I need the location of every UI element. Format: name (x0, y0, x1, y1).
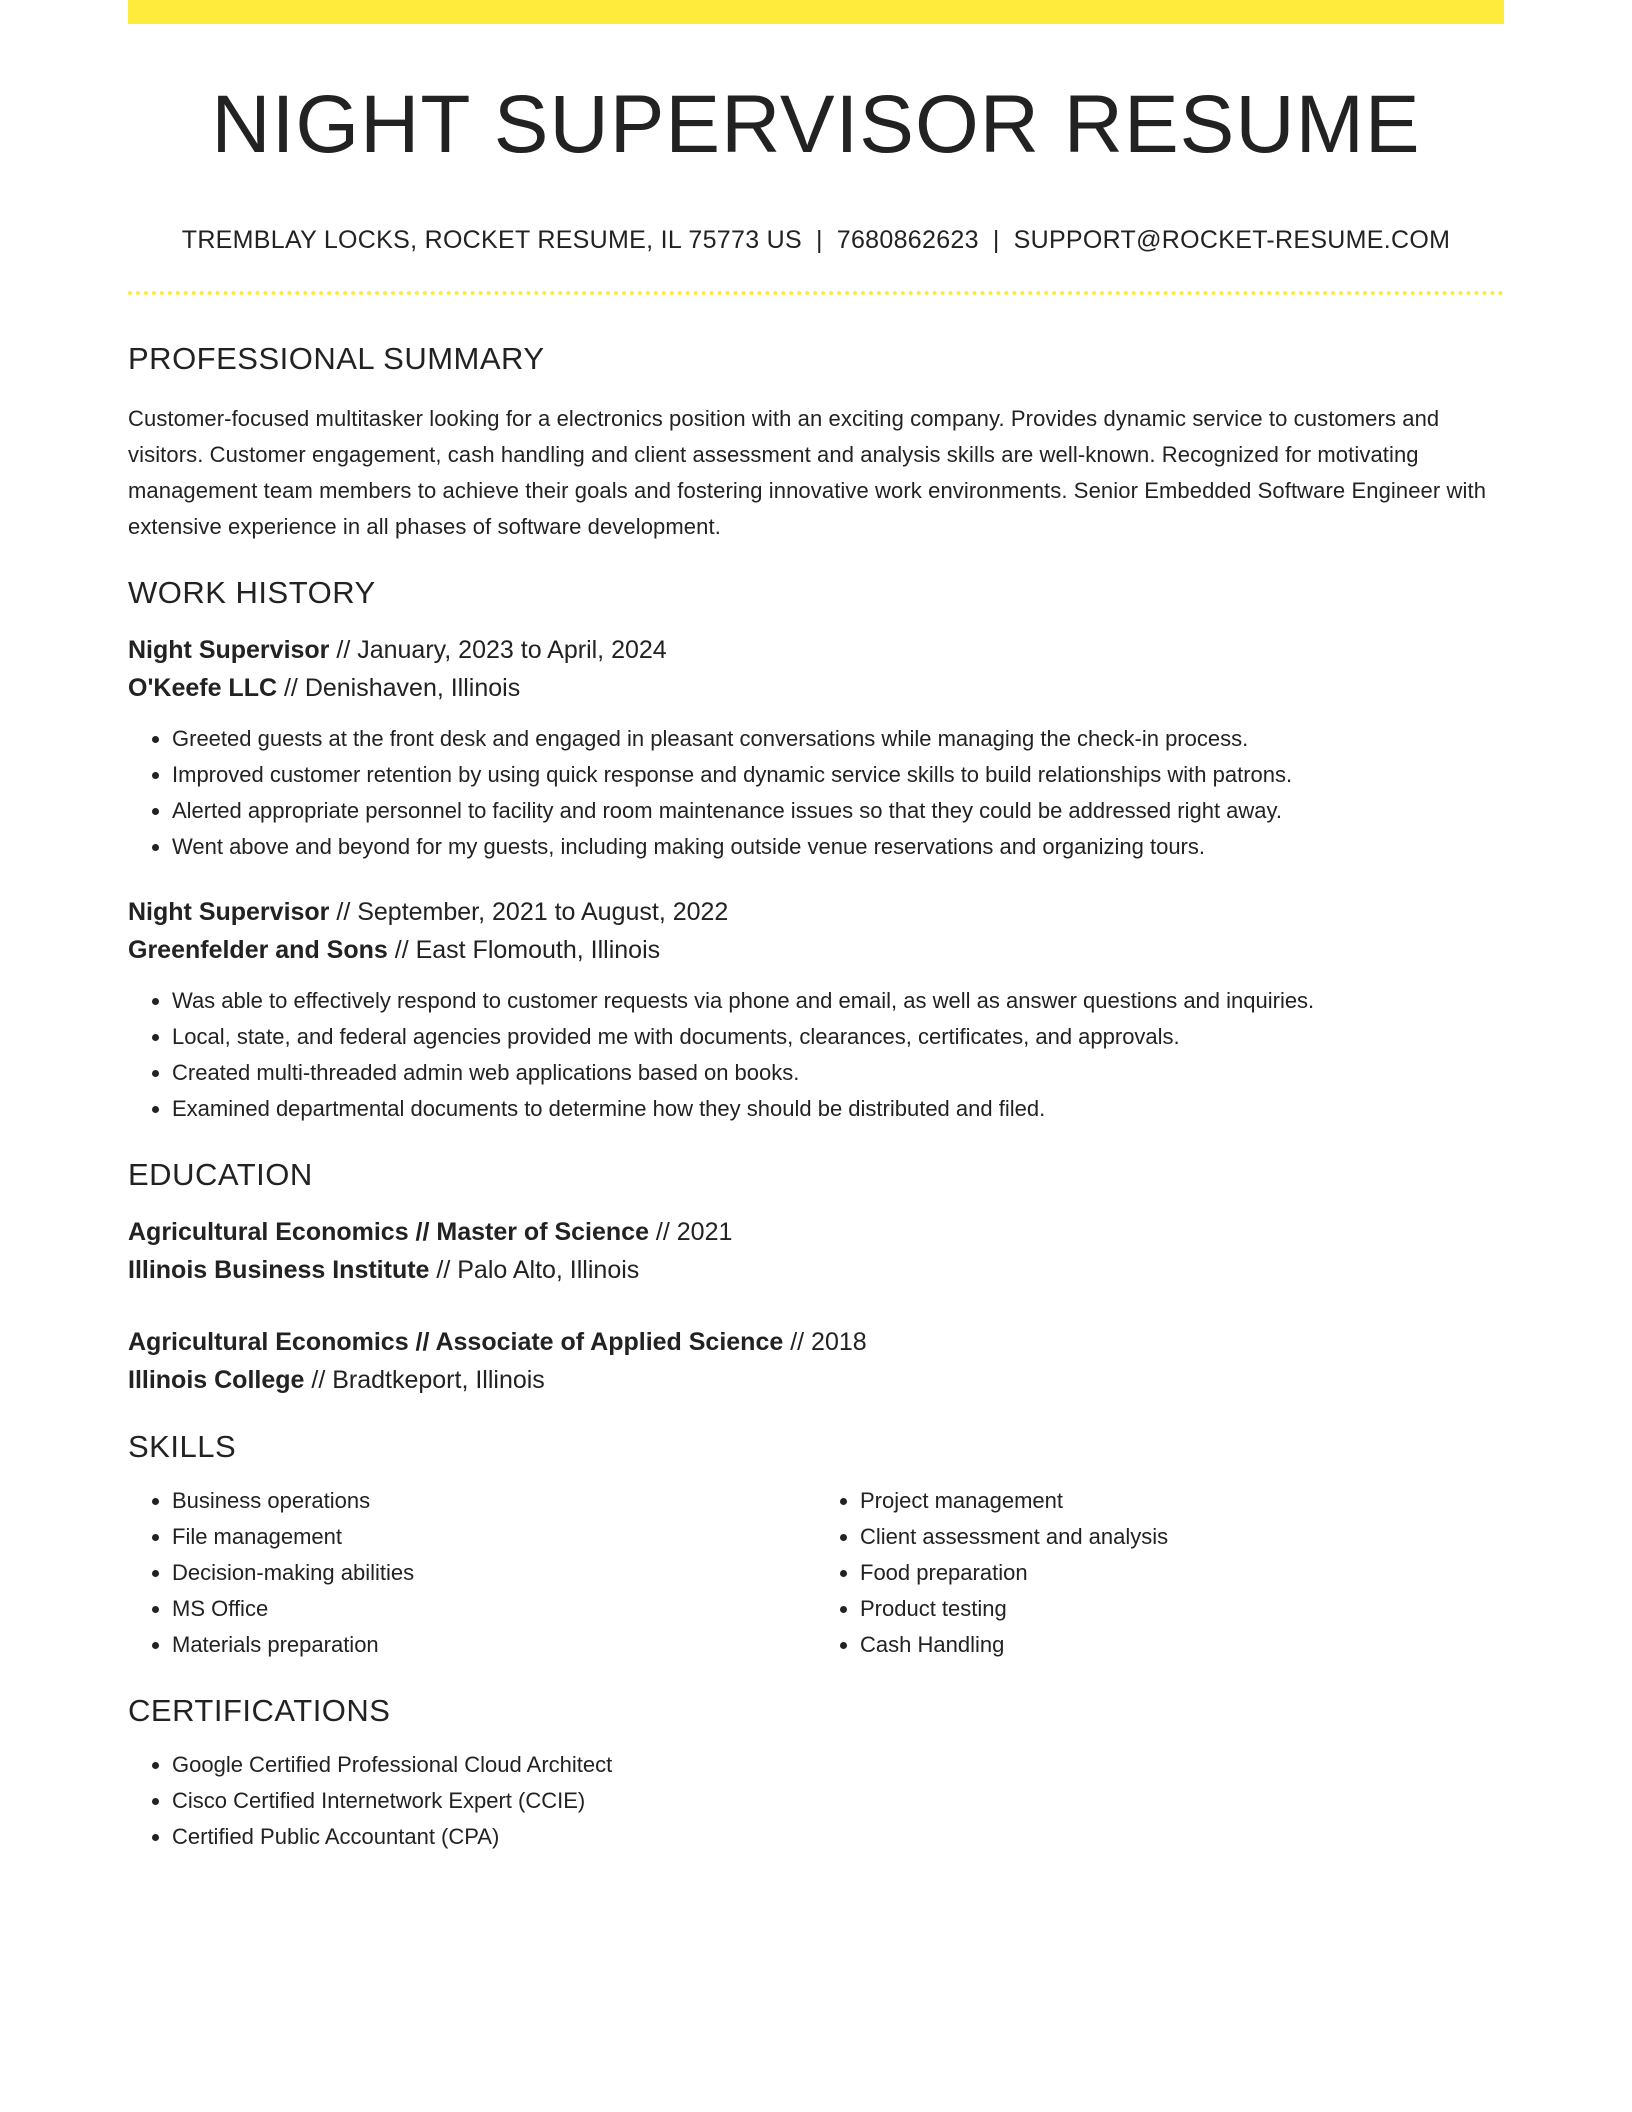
list-item: • Was able to effectively respond to customer requests via phone and email, as well as answer questions and inquiries. (172, 983, 1504, 1019)
job-location: // Denishaven, Illinois (277, 674, 521, 703)
job-dates: // September, 2021 to August, 2022 (329, 898, 729, 927)
education-school: Illinois Business Institute (128, 1256, 430, 1285)
list-item: • Alerted appropriate personnel to facility and room maintenance issues so that they could be addressed right away. (172, 793, 1504, 829)
list-item: • Went above and beyond for my guests, including making outside venue reservations and organizing tours. (172, 829, 1504, 865)
job-company-line (128, 931, 1504, 969)
job-title-line (128, 631, 1504, 669)
top-accent-bar (128, 0, 1504, 24)
education-school-line (128, 1251, 1504, 1289)
list-item: • Decision-making abilities (172, 1555, 816, 1591)
education-degree-line (128, 1323, 1504, 1361)
contact-address: TREMBLAY LOCKS, ROCKET RESUME, IL 75773 US (181, 226, 802, 255)
contact-line (128, 226, 1504, 255)
job-title: Night Supervisor (128, 636, 330, 665)
skills-list-right (816, 1483, 1504, 1663)
job-title-line (128, 893, 1504, 931)
summary-text: Customer-focused multitasker looking for a electronics position with an exciting company. Provides dynamic service to customers and visitors. Customer engagement, cash handling and client assessment and analysis skills are well-known. Recognized for motivating management team members to achieve their goals and fostering innovative work environments. Senior Embedded Software Engineer with extensive experience in all phases of software development. (128, 406, 1487, 540)
section-heading-certifications: CERTIFICATIONS (128, 1693, 391, 1729)
list-item: • Cisco Certified Internetwork Expert (CCIE) (172, 1783, 1504, 1819)
contact-separator: | (992, 226, 1000, 255)
education-degree-line (128, 1213, 1504, 1251)
list-item: • Cash Handling (860, 1627, 1504, 1663)
certifications-list (128, 1747, 1504, 1855)
education-degree: Agricultural Economics // Associate of Applied Science (128, 1328, 784, 1357)
resume-page (128, 0, 1504, 1855)
education-location: // Palo Alto, Illinois (429, 1256, 640, 1285)
section-heading-education: EDUCATION (128, 1157, 313, 1193)
job-entry (128, 631, 1504, 865)
contact-phone: 7680862623 (836, 226, 979, 255)
contact-email: SUPPORT@ROCKET-RESUME.COM (1013, 226, 1451, 255)
job-entry (128, 893, 1504, 1127)
list-item: • Greeted guests at the front desk and engaged in pleasant conversations while managing the check-in process. (172, 721, 1504, 757)
job-company: Greenfelder and Sons (128, 936, 388, 965)
list-item: • Examined departmental documents to determine how they should be distributed and filed. (172, 1091, 1504, 1127)
skills-list-left (128, 1483, 816, 1663)
job-company: O'Keefe LLC (128, 674, 278, 703)
list-item: • File management (172, 1519, 816, 1555)
education-school-line (128, 1361, 1504, 1399)
education-degree: Agricultural Economics // Master of Science (128, 1218, 649, 1247)
list-item: • Product testing (860, 1591, 1504, 1627)
list-item: • Materials preparation (172, 1627, 816, 1663)
education-location: // Bradtkeport, Illinois (304, 1366, 545, 1395)
list-item: • Food preparation (860, 1555, 1504, 1591)
job-bullets (128, 721, 1504, 865)
education-year: // 2021 (648, 1218, 733, 1247)
education-year: // 2018 (783, 1328, 867, 1357)
contact-separator: | (815, 226, 823, 255)
list-item: • Project management (860, 1483, 1504, 1519)
list-item: • Google Certified Professional Cloud Architect (172, 1747, 1504, 1783)
list-item: • MS Office (172, 1591, 816, 1627)
job-dates: // January, 2023 to April, 2024 (329, 636, 667, 665)
dotted-divider (128, 291, 1504, 295)
list-item: • Certified Public Accountant (CPA) (172, 1819, 1504, 1855)
list-item: • Improved customer retention by using quick response and dynamic service skills to build relationships with patrons. (172, 757, 1504, 793)
section-heading-summary: PROFESSIONAL SUMMARY (128, 341, 545, 377)
list-item: • Client assessment and analysis (860, 1519, 1504, 1555)
job-company-line (128, 669, 1504, 707)
resume-title: NIGHT SUPERVISOR RESUME (211, 79, 1421, 170)
education-entry (128, 1323, 1504, 1399)
job-bullets (128, 983, 1504, 1127)
education-school: Illinois College (128, 1366, 305, 1395)
skills-grid (128, 1483, 1504, 1663)
education-entry (128, 1213, 1504, 1289)
job-title: Night Supervisor (128, 898, 330, 927)
list-item: • Local, state, and federal agencies provided me with documents, clearances, certificates, and approvals. (172, 1019, 1504, 1055)
list-item: • Created multi-threaded admin web applications based on books. (172, 1055, 1504, 1091)
list-item: • Business operations (172, 1483, 816, 1519)
section-heading-skills: SKILLS (128, 1429, 237, 1465)
job-location: // East Flomouth, Illinois (387, 936, 661, 965)
section-heading-work-history: WORK HISTORY (128, 575, 376, 611)
